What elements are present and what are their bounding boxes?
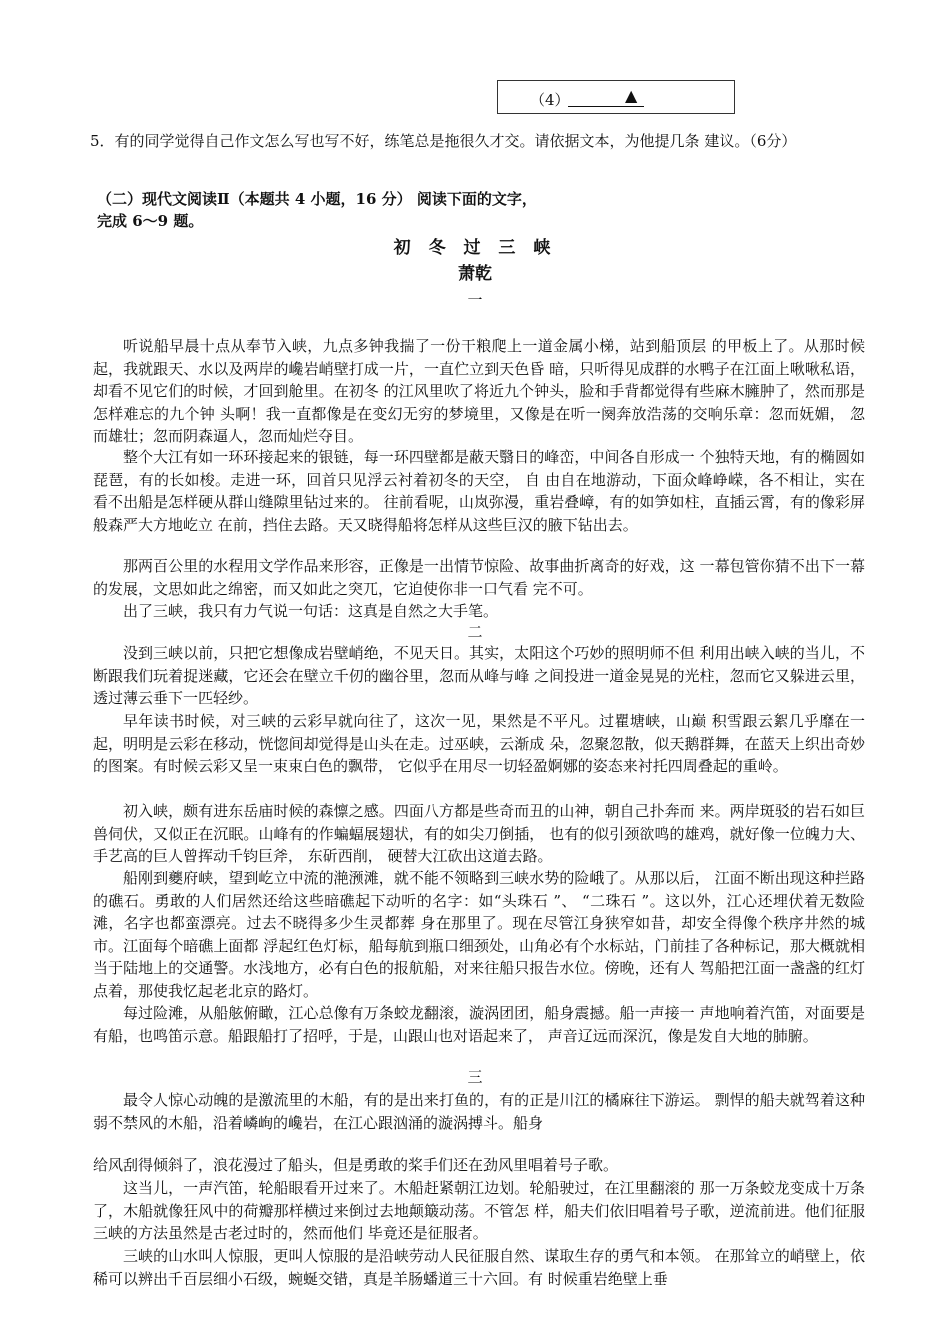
paragraph-10-continued: 给风刮得倾斜了，浪花漫过了船头，但是勇敢的桨手们还在劲风里唱着号子歌。 (93, 1156, 619, 1174)
paragraph-8: 船刚到夔府峡，望到屹立中流的滟滪滩，就不能不领略到三峡水势的险峨了。从那以后， 江面不断出现这种拦路的礁石。勇敢的人们居然还给这些暗礁起下动听的名字：如“头珠石 ”、 “二珠石 ”。这以外，江心还埋伏着无数险滩，名字也都蛮漂亮。过去不晓得多少生灵都葬 身在那里了。现在尽管江身狭窄如昔，却安全得像个秩序井然的城市。江面每个暗礁上面都 浮起红色灯标，船每航到瓶口细颈处，山角必有个水标站，门前挂了各种标记，那大概就相 当于陆地上的交通警。水浅地方，必有白色的报航船，对来往船只报告水位。傍晚，还有人 驾船把江面一盏盏的红灯点着，那使我忆起老北京的路灯。 (93, 869, 865, 1000)
paragraph-6: 早年读书时候，对三峡的云彩早就向往了，这次一见，果然是不平凡。过瞿塘峡，山巅 积雪跟云絮几乎靡在一起，明明是云彩在移动，恍惚间却觉得是山头在走。过巫峡，云渐成 朵，忽聚忽散，似天鹅群舞，在蓝天上织出奇妙的图案。有时候云彩又呈一束束白色的飘带， 它似乎在用尽一切轻盈婀娜的姿态来衬托四周叠起的重岭。 (93, 712, 865, 775)
paragraph-7: 初入峡，颇有进东岳庙时候的森懔之感。四面八方都是些奇而丑的山神，朝自己扑奔而 来。两岸斑驳的岩石如巨兽伺伏，又似正在沉眠。山峰有的作蝙蝠展翅状，有的如尖刀倒插， 也有的似引颈欲鸣的雄鸡，就好像一位魄力大、手艺高的巨人曾挥动千钧巨斧， 东斫西削， 硬替大江砍出这道去路。 (93, 802, 865, 865)
paragraph-4: 出了三峡，我只有力气说一句话：这真是自然之大手笔。 (123, 602, 499, 620)
part-label-1: 一 (467, 291, 483, 309)
paragraph-9: 每过险滩，从船舷俯瞰，江心总像有万条蛟龙翻滚，漩涡团团，船身震撼。船一声接一 声地响着汽笛，对面要是有船，也鸣笛示意。船跟船打了招呼，于是，山跟山也对语起来了， 声音辽远而深沉，像是发自大地的肺腑。 (93, 1004, 865, 1045)
section-heading: （二）现代文阅读Ⅱ（本题共 4 小题，16 分） 阅读下面的文字，完成 6～9 题。 (97, 190, 537, 230)
answer-number: （4） (530, 91, 570, 109)
part-label-3: 三 (467, 1068, 483, 1086)
paragraph-2: 整个大江有如一环环接起来的银链，每一环四壁都是蔽天翳日的峰峦，中间各自形成一 个独特天地，有的椭圆如琵琶，有的长如梭。走进一环，回首只见浮云衬着初冬的天空， 自 由自在地游动，下面众峰峥嵘，各不相让，实在看不出船是怎样硬从群山缝隙里钻过来的。 往前看呢，山岚弥漫，重岩叠嶂，有的如笋如柱，直插云霄，有的像彩屏般森严大方地屹立 在前，挡住去路。天又晓得船将怎样从这些巨汉的腋下钻出去。 (93, 448, 865, 534)
paragraph-1: 听说船早晨十点从奉节入峡，九点多钟我揣了一份干粮爬上一道金属小梯，站到船顶层 的甲板上了。从那时候起，我就跟天、水以及两岸的巉岩峭壁打成一片，一直伫立到天色昏 暗，只听得见成群的水鸭子在江面上啾啾私语，却看不见它们的时候，才回到舱里。在初冬 的江风里吹了将近九个钟头，脸和手背都觉得有些麻木臃肿了，然而那是怎样难忘的九个钟 头啊！我一直都像是在变幻无穷的梦境里，又像是在听一阕奔放浩荡的交响乐章：忽而妩媚， 忽而雄壮；忽而阴森逼人，忽而灿烂夺目。 (93, 337, 865, 445)
answer-box (497, 80, 735, 114)
part-label-2: 二 (467, 623, 483, 641)
article-author: 萧乾 (458, 264, 492, 284)
paragraph-10: 最令人惊心动魄的是激流里的木船，有的是出来打鱼的，有的正是川江的橘麻往下游运。 剽悍的船夫就驾着这种弱不禁风的木船，沿着嶙峋的巉岩，在江心跟汹涌的漩涡搏斗。船身 (93, 1091, 865, 1132)
paragraph-3: 那两百公里的水程用文学作品来形容，正像是一出情节惊险、故事曲折离奇的好戏，这 一幕包管你猜不出下一幕的发展，文思如此之绵密，而又如此之突兀，它迫使你非一口气看 完不可。 (93, 557, 865, 598)
article-title: 初 冬 过 三 峡 (393, 238, 557, 258)
paragraph-11: 这当儿，一声汽笛，轮船眼看开过来了。木船赶紧朝江边划。轮船驶过，在江里翻滚的 那一万条蛟龙变成十万条了，木船就像狂风中的荷瓣那样横过来倒过去地颠簸动荡。不管怎 样，船夫们依旧唱着号子歌，逆流前进。他们征服三峡的方法虽然是古老过时的，然而他们 毕竟还是征服者。 (93, 1179, 865, 1242)
triangle-icon: ▲ (625, 86, 638, 105)
paragraph-12: 三峡的山水叫人惊服，更叫人惊服的是沿峡劳动人民征服自然、谋取生存的勇气和本领。 在那耸立的峭壁上，依稀可以辨出千百层细小石级，蜿蜒交错，真是羊肠蟠道三十六回。有 时候重岩绝壁上垂 (93, 1247, 865, 1288)
paragraph-5: 没到三峡以前，只把它想像成岩壁峭绝，不见天日。其实，太阳这个巧妙的照明师不但 利用出峡入峡的当儿，不断跟我们玩着捉迷藏，它还会在壁立千仞的幽谷里，忽而从峰与峰 之间投进一道金晃晃的光柱，忽而它又躲进云里，透过薄云垂下一匹轻纱。 (93, 644, 865, 707)
question-5: 5．有的同学觉得自己作文怎么写也写不好，练笔总是拖很久才交。请依据文本，为他提几条 建议。（6分） (90, 132, 797, 150)
answer-blank (568, 106, 644, 107)
